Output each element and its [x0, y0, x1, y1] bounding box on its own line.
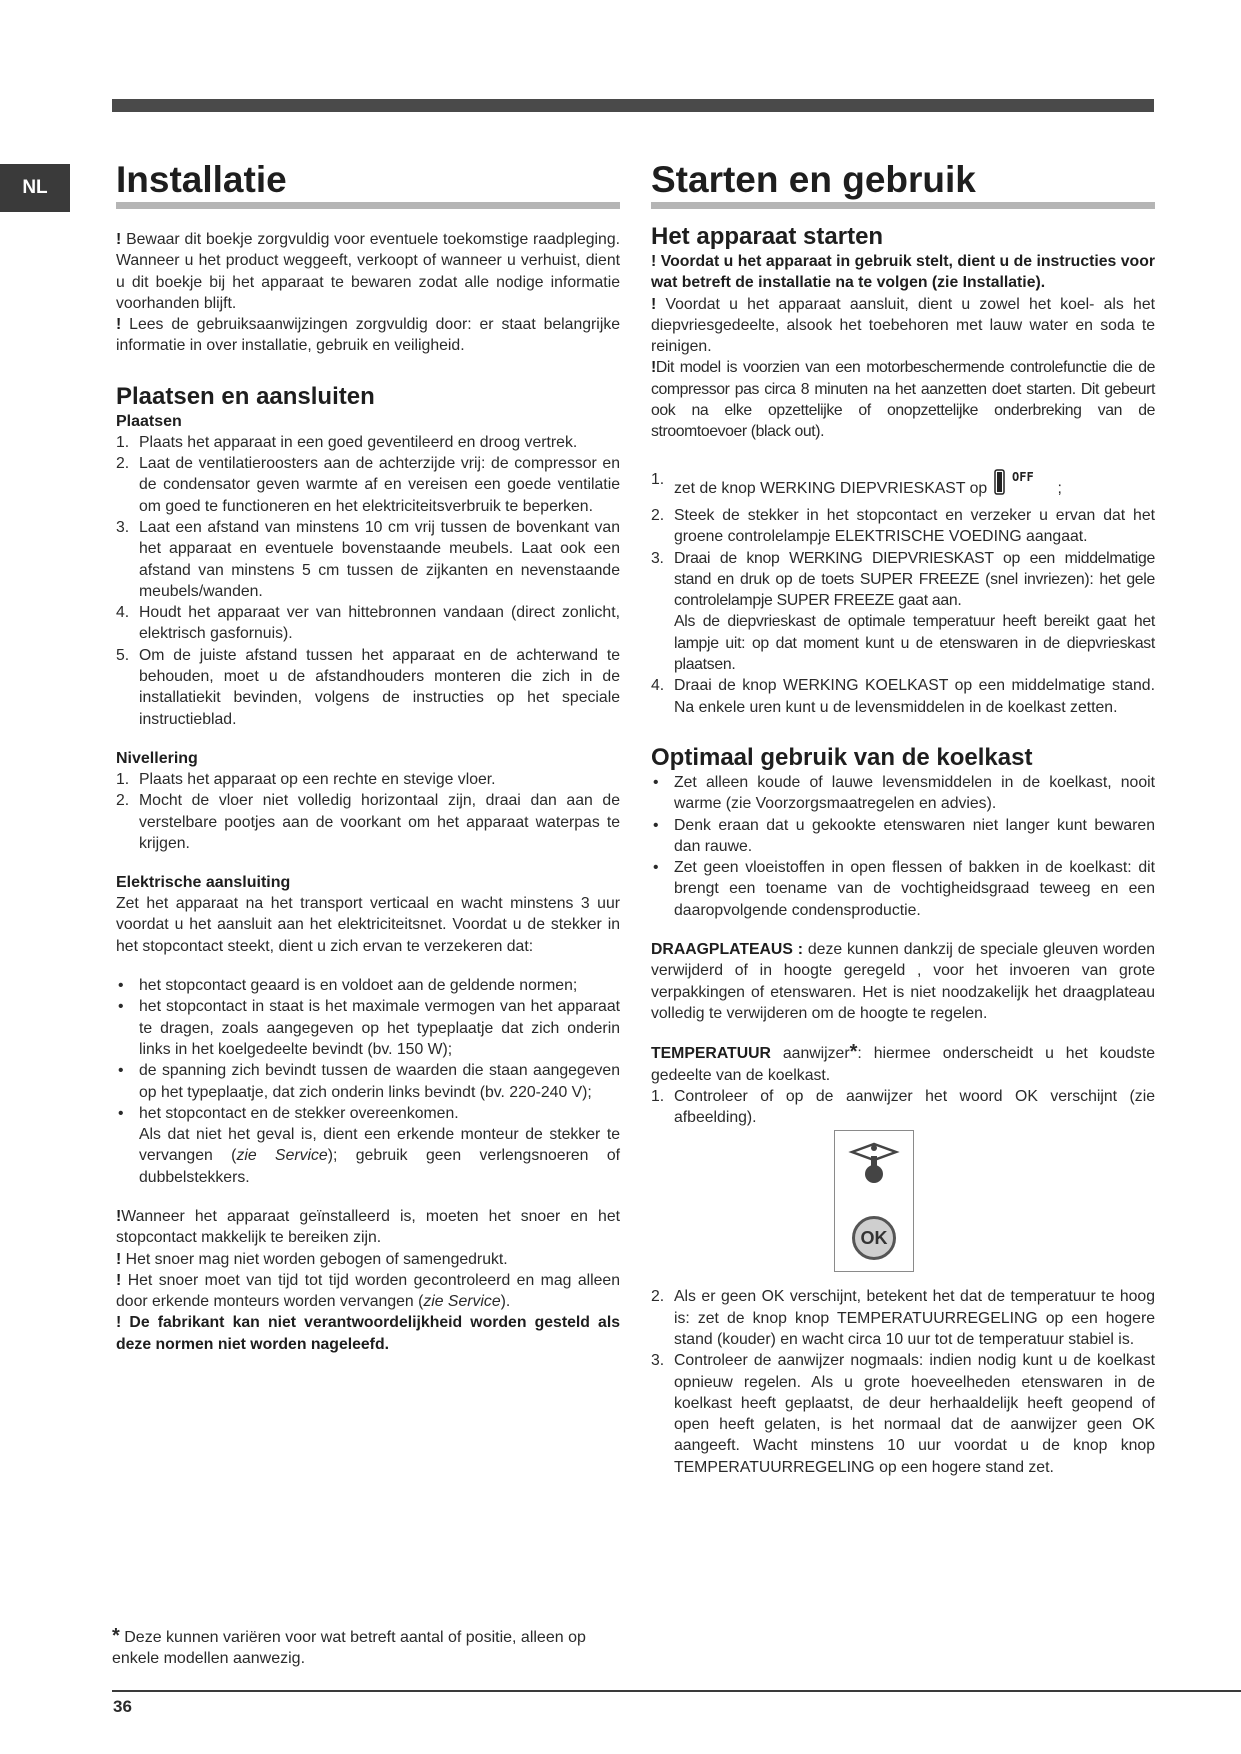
- list-item: 2. Laat de ventilatieroosters aan de achterzijde vrij: de compressor en de condensator geven warmte af en vereisen een goede ventilatie om goed te functioneren en het elektriciteitsverbruik te beperken.: [116, 455, 620, 515]
- list-item: 3. Laat een afstand van minstens 10 cm vrij tussen de bovenkant van het apparaat en eventuele bovenstaande meubels. Laat ook een afstand van minstens 5 cm tussen de zijkanten en nevenstaande meubels/wanden.: [116, 518, 620, 600]
- plaatsen-aansluiten-heading: Plaatsen en aansluiten: [116, 382, 375, 410]
- elektrische-aansluiting-subheading: Elektrische aansluiting: [116, 874, 291, 892]
- elektrische-bullets: [116, 975, 620, 1188]
- list-item: • Zet alleen koude of lauwe levensmiddelen in de koelkast, nooit warme (zie Voorzorgsmaatregelen en advies).: [653, 773, 1155, 813]
- warning-3: ! Het snoer moet van tijd tot tijd worden gecontroleerd en mag alleen door erkende monteurs worden vervangen (zie Service).: [116, 1271, 620, 1311]
- top-rule: [112, 99, 1154, 112]
- ok-indicator-figure: [834, 1130, 914, 1272]
- page-number: 36: [113, 1697, 132, 1716]
- bold-note: ! Voordat u het apparaat in gebruik stelt, dient u de instructies voor wat betreft de installatie na te volgen (zie Installatie).: [651, 253, 1155, 292]
- warning-4: ! De fabrikant kan niet verantwoordelijkheid worden gesteld als deze normen niet worden nageleefd.: [116, 1314, 621, 1353]
- list-item: 5. Om de juiste afstand tussen het apparaat en de achterwand te behouden, moet u de afstandhouders monteren die zich in de installatiekit bevinden, volgens de instructies op het speciale instructieblad.: [116, 646, 620, 728]
- starten-gebruik-title: Starten en gebruik: [651, 158, 1155, 209]
- plaatsen-subheading: Plaatsen: [116, 412, 182, 430]
- left-column: [116, 158, 620, 1355]
- list-item: 4. Draai de knop WERKING KOELKAST op een middelmatige stand. Na enkele uren kunt u de levensmiddelen in de koelkast zetten.: [651, 677, 1155, 716]
- warning-2: ! Het snoer mag niet worden gebogen of samengedrukt.: [116, 1250, 508, 1268]
- list-item: 3. Draai de knop WERKING DIEPVRIESKAST op een middelmatige stand en druk op de toets SUPER FREEZE (snel invriezen): het gele controlelampje SUPER FREEZE gaat aan. Als de diepvrieskast de optimale temperatuur heeft bereikt gaat het lampje uit: op dat moment kunt u de etenswaren in de diepvrieskast plaatsen.: [651, 549, 1155, 674]
- apparaat-starten-heading: Het apparaat starten: [651, 223, 884, 250]
- ok-badge: OK: [852, 1216, 896, 1260]
- list-item: 1. Controleer of op de aanwijzer het woord OK verschijnt (zie afbeelding).: [651, 1087, 1155, 1127]
- off-switch-icon: [994, 469, 1048, 505]
- intro-paragraph-2: ! Lees de gebruiksaanwijzingen zorgvuldig door: er staat belangrijke informatie in over installatie, gebruik en veiligheid.: [116, 316, 621, 355]
- list-item: • Zet geen vloeistoffen in open flessen of bakken in de koelkast: dit brengt een toename van de vochtigheidsgraad teweeg en een daaropvolgende condensproductie.: [653, 859, 1155, 919]
- optimaal-bullets: [651, 772, 1155, 921]
- plaatsen-list: [116, 432, 620, 730]
- off-label: OFF: [1011, 469, 1034, 484]
- elektrische-aansluiting-text: Zet het apparaat na het transport verticaal en wacht minstens 3 uur voordat u het aansluit aan het elektriciteitsnet. Voordat u de stekker in het stopcontact steekt, dient u zich ervan te verzekeren dat:: [116, 895, 620, 955]
- right-column: [651, 158, 1155, 1478]
- warning-1: !Wanneer het apparaat geïnstalleerd is, moeten het snoer en het stopcontact makkelijk te bereiken zijn.: [116, 1207, 620, 1247]
- list-item: 2. Als er geen OK verschijnt, betekent het dat de temperatuur te hoog is: zet de knop knop TEMPERATUURREGELING op een hogere stand (kouder) en wacht circa 10 uur tot de temperatuur stabiel is.: [651, 1288, 1155, 1348]
- list-item: • het stopcontact in staat is het maximale vermogen van het apparaat te dragen, zoals aangegeven op het typeplaatje dat zich onderin links in het koelgedeelte bevindt (bv. 150 W);: [118, 998, 620, 1058]
- temperatuur-paragraph: TEMPERATUUR aanwijzer*: hiermee onderscheidt u het koudste gedeelte van de koelkast.: [651, 1041, 1156, 1084]
- thermometer-icon: [848, 1142, 900, 1194]
- list-item: • het stopcontact en de stekker overeenkomen. Als dat niet het geval is, dient een erkende monteur de stekker te vervangen (zie Service); gebruik geen verlengsnoeren of dubbelstekkers.: [118, 1104, 620, 1186]
- nivellering-subheading: Nivellering: [116, 749, 198, 767]
- bottom-rule: [112, 1690, 1241, 1692]
- optimaal-gebruik-heading: Optimaal gebruik van de koelkast: [651, 743, 1033, 771]
- list-item: 3. Controleer de aanwijzer nogmaals: indien nodig kunt u de koelkast opnieuw regelen. Als u grote hoeveelheden etenswaren in de koelkast heeft geplaatst, de deur herhaaldelijk heeft geopend of open heeft gelaten, is het normaal dat de aanwijzer geen OK aangeeft. Wacht minstens 10 uur voordat u de knop knop TEMPERATUURREGELING op een hogere stand zet.: [651, 1352, 1155, 1476]
- list-item: 4. Houdt het apparaat ver van hittebronnen vandaan (direct zonlicht, elektrisch gasfornuis).: [116, 604, 620, 643]
- installatie-title: Installatie: [116, 158, 620, 209]
- temperatuur-list-continued: [651, 1286, 1155, 1478]
- intro-paragraph-1: ! Bewaar dit boekje zorgvuldig voor eventuele toekomstige raadpleging. Wanneer u het product weggeeft, verkoopt of wanneer u verhuist, dient u dit boekje bij het apparaat te bewaren zodat alle nodige informatie voorhanden blijft.: [116, 231, 620, 312]
- list-item: • de spanning zich bevindt tussen de waarden die staan aangegeven op het typeplaatje, dat zich onderin links bevindt (bv. 220-240 V);: [118, 1062, 620, 1101]
- list-item: 1. zet de knop WERKING DIEPVRIESKAST op OFF ;: [651, 469, 1155, 505]
- draagplateaus-paragraph: DRAAGPLATEAUS : deze kunnen dankzij de speciale gleuven worden verwijderd of in hoogte geregeld , voor het invoeren van grote verpakkingen of etenswaren. Het is niet noodzakelijk het draagplateau volledig te verwijderen om de hoogte te regelen.: [651, 941, 1156, 1022]
- list-item: • het stopcontact geaard is en voldoet aan de geldende normen;: [118, 977, 578, 995]
- note-3: !Dit model is voorzien van een motorbeschermende controlefunctie die de compressor pas circa 8 minuten na het aanzetten doet starten. Dit gebeurt ook na elke opzettelijke of onopzettelijke onderbreking van de stroomtoevoer (black out).: [651, 359, 1155, 441]
- list-item: • Denk eraan dat u gekookte etenswaren niet langer kunt bewaren dan rauwe.: [653, 816, 1155, 855]
- start-steps-list: [651, 469, 1155, 718]
- list-item: 1. Plaats het apparaat op een rechte en stevige vloer.: [116, 770, 496, 788]
- nivellering-list: [116, 769, 620, 854]
- temperatuur-list: [651, 1086, 1155, 1129]
- note-2: ! Voordat u het apparaat aansluit, dient u zowel het koel- als het diepvriesgedeelte, alsook het toebehoren met lauw water en soda te reinigen.: [651, 295, 1155, 356]
- footnote: * Deze kunnen variëren voor wat betreft aantal of positie, alleen op enkele modellen aanwezig.: [112, 1625, 586, 1667]
- list-item: 2. Steek de stekker in het stopcontact en verzeker u ervan dat het groene controlelampje ELEKTRISCHE VOEDING aangaat.: [651, 506, 1155, 546]
- list-item: 2. Mocht de vloer niet volledig horizontaal zijn, draai dan aan de verstelbare pootjes aan de voorkant om het apparaat waterpas te krijgen.: [116, 792, 620, 852]
- language-tab: NL: [0, 164, 70, 212]
- list-item: 1. Plaats het apparaat in een goed geventileerd en droog vertrek.: [116, 433, 578, 451]
